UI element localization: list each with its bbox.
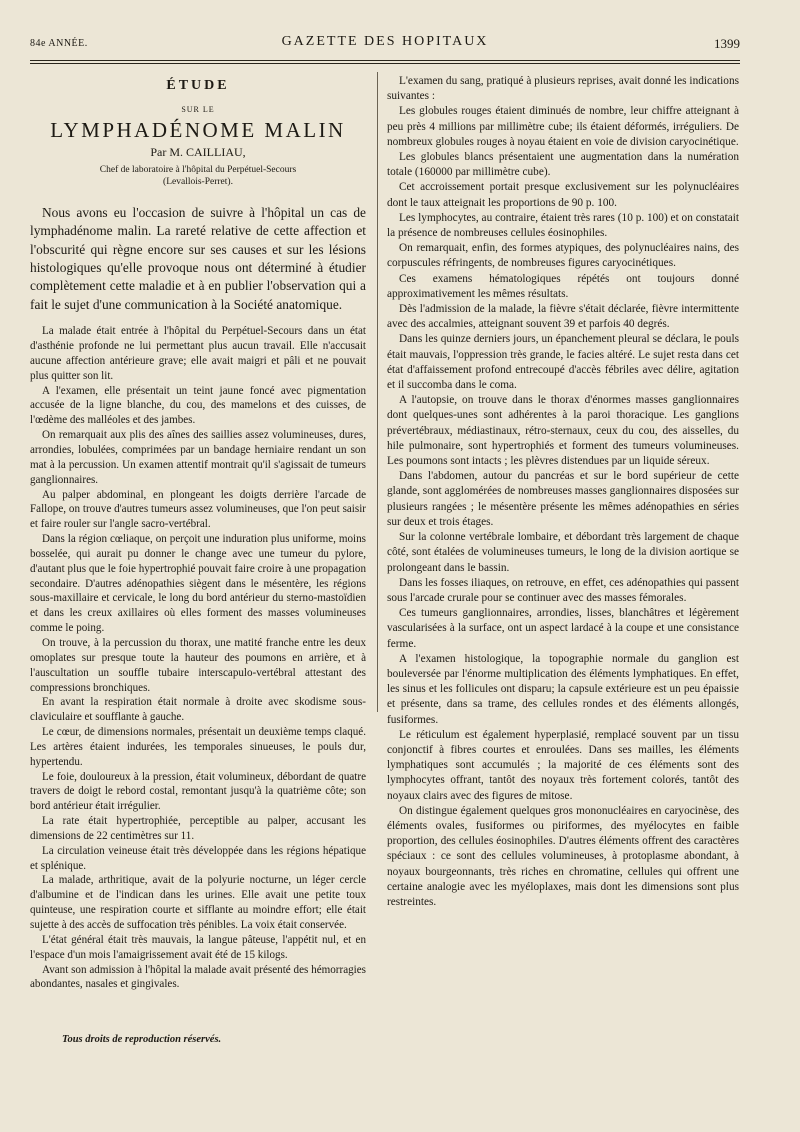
paragraph: Sur la colonne vertébrale lombaire, et débordant très largement de chaque côté, sont étalées de volumineuses tumeurs, le long de la division aortique se prolongeant dans le bassin.	[387, 531, 739, 574]
paragraph: Le foie, douloureux à la pression, était volumineux, débordant de quatre travers de doigt le rebord costal, remontant jusqu'à la quatrième côte; son bord antérieur était irrégulier.	[30, 770, 366, 813]
paragraph: La malade était entrée à l'hôpital du Perpétuel-Secours dans un état d'asthénie profonde ne lui permettant plus aucun travail. Elle n'accusait aucune affection antérieure grave; elle avait maigri et pâli et ne pouvait plus quitter son lit.	[30, 325, 366, 382]
paragraph: On trouve, à la percussion du thorax, une matité franche entre les deux omoplates sur presque toute la hauteur des poumons en arrière, et à l'auscultation un souffle tubaire interscapulo-vertébral attestant des compressions bronchiques.	[30, 636, 366, 694]
author-affiliation	[30, 164, 366, 188]
affiliation-line-1: Chef de laboratoire à l'hôpital du Perpétuel-Secours	[99, 164, 297, 175]
paragraph: Dès l'admission de la malade, la fièvre s'était déclarée, fièvre intermittente avec des accalmies, atteignant souvent 39 et parfois 40 degrés.	[387, 303, 739, 331]
column-divider	[377, 72, 378, 712]
paragraph: A l'autopsie, on trouve dans le thorax d'énormes masses ganglionnaires dont quelques-unes sont adhérentes à la paroi thoracique. Les ganglions prévertébraux, médiastinaux, rétro-sternaux, ceux du cou, des aisselles, du hile pulmonaire, sont hypertrophiés et forment des tumeurs volumineuses. Les poumons sont intacts ; les plèvres distendues par un liquide séreux.	[387, 394, 739, 468]
paragraph: Dans les quinze derniers jours, un épanchement pleural se déclara, le pouls était mauvais, l'oppression très grande, le facies altéré. Le sujet resta dans cet état d'affaissement profond entrecoupé d'accès fébriles avec délire, agitation et il succomba dans le coma.	[387, 333, 739, 392]
paragraph: La malade, arthritique, avait de la polyurie nocturne, un léger cercle d'albumine et de l'indican dans les urines. Elle avait une petite toux quinteuse, une respiration courte et sifflante au moindre effort; elle était sujette à des accès de suffocation très pénibles. La voix était conservée.	[30, 874, 366, 931]
paragraph: Dans la région cœliaque, on perçoit une induration plus uniforme, moins bosselée, qui aurait pu donner le change avec une tumeur du pylore, d'autant plus que le foie hypertrophié pouvait faire croire à une propagation secondaire. D'autres adénopathies siègent dans le mésentère, les régions sous-maxillaire et cervicale, le long du bord antérieur du sterno-mastoïdien et dans les creux axillaires où elles forment des masses volumineuses comme le poing.	[30, 533, 366, 635]
article-intro: Nous avons eu l'occasion de suivre à l'hôpital un cas de lymphadénome malin. La rareté relative de cette affection et l'obscurité qui règne encore sur ses causes et sur les lésions histologiques qu'elle provoque nous ont déterminé à étudier complètement cette maladie et à en publier l'observation qui a fait le sujet d'une communication à la Société anatomique.	[30, 204, 366, 312]
rights-notice: Tous droits de reproduction réservés.	[62, 1034, 222, 1045]
paragraph: A l'examen, elle présentait un teint jaune foncé avec pigmentation accusée de la ligne blanche, du cou, des mamelons et des cuisses, de l'œdème des malléoles et des jambes.	[30, 384, 366, 427]
paragraph: Avant son admission à l'hôpital la malade avait présenté des hémorragies abondantes, nasales et gingivales.	[30, 963, 366, 991]
paragraph: Le cœur, de dimensions normales, présentait un deuxième temps claqué. Les artères étaient indurées, les temporales sinueuses, le pouls dur, hypertendu.	[30, 726, 366, 768]
paragraph: Les globules blancs présentaient une augmentation dans la numération totale (160000 par millimètre cube).	[387, 151, 739, 179]
header-rule-thick	[30, 60, 740, 61]
paragraph: On remarquait, enfin, des formes atypiques, des polynucléaires nains, des corpuscules réfringents, de nombreuses figures caryocinétiques.	[387, 242, 739, 270]
paragraph: L'état général était très mauvais, la langue pâteuse, l'appétit nul, et en l'espace d'un mois l'amaigrissement avait été de 15 kilogs.	[30, 933, 366, 961]
journal-title: GAZETTE DES HOPITAUX	[281, 34, 489, 49]
header-rule-thin	[30, 63, 740, 64]
article-heading: ÉTUDE	[166, 78, 230, 93]
paragraph: La circulation veineuse était très développée dans les régions hépatique et splénique.	[30, 844, 366, 872]
paragraph: L'examen du sang, pratiqué à plusieurs reprises, avait donné les indications suivantes :	[387, 75, 739, 103]
article-title: LYMPHADÉNOME MALIN	[50, 118, 346, 143]
paragraph: Cet accroissement portait presque exclusivement sur les polynucléaires dont le taux atteignait les proportions de 90 p. 100.	[387, 181, 739, 209]
page-number: 1399	[714, 36, 740, 51]
paragraph: A l'examen histologique, la topographie normale du ganglion est bouleversée par l'énorme multiplication des éléments lymphatiques. En effet, les sinus et les follicules ont disparu; la capsule extérieure est un peu épaissie et présente, dans sa trame, des cellules rondes et des éléments allongés, fusiformes.	[387, 652, 739, 726]
year-label: 84e ANNÉE.	[30, 38, 88, 49]
right-column	[387, 74, 739, 910]
paragraph: En avant la respiration était normale à droite avec skodisme sous-claviculaire et soufflante à gauche.	[30, 696, 366, 724]
paragraph: On distingue également quelques gros mononucléaires en caryocinèse, des éléments ovales, fusiformes ou piriformes, des myélocytes en faible proportion, des cellules éosinophiles. D'autres éléments offrent des caractères spéciaux : ce sont des cellules volumineuses, à protoplasme abondant, à noyaux bourgeonnants, très riches en chromatine, cellules qui offrent une certaine analogie avec les myéloplaxes, mais dont les dimensions sont plus restreintes.	[387, 804, 739, 908]
paragraph: Dans l'abdomen, autour du pancréas et sur le bord supérieur de cette glande, sont agglomérées de nombreuses masses ganglionnaires disposées sur plusieurs rangées ; le mésentère présente les mêmes adénopathies en séries sur deux et trois étages.	[387, 470, 739, 528]
paragraph: Au palper abdominal, en plongeant les doigts derrière l'arcade de Fallope, on trouve d'autres tumeurs assez volumineuses, que l'on peut saisir et faire rouler sur l'angle sacro-vertébral.	[30, 488, 366, 531]
paragraph: On remarquait aux plis des aînes des saillies assez volumineuses, dures, arrondies, lobulées, comprimées par un bandage herniaire rendant un son mat à la percussion. Un examen attentif montrait qu'il s'agissait de tumeurs ganglionnaires.	[30, 429, 366, 486]
article-author: Par M. CAILLIAU,	[150, 144, 246, 159]
paragraph: Les globules rouges étaient diminués de nombre, leur chiffre atteignant à peu près 4 millions par millimètre cube; ils étaient déformés, irréguliers. De nombreux globules rouges à noyau étaient en voie de division caryocinétique.	[387, 105, 739, 148]
left-column	[30, 74, 366, 992]
paragraph: Les lymphocytes, au contraire, étaient très rares (10 p. 100) et on constatait la présence de nombreuses cellules éosinophiles.	[387, 211, 739, 240]
paragraph: Ces examens hématologiques répétés ont toujours donné approximativement les mêmes résultats.	[387, 272, 739, 300]
article-subheading: SUR LE	[181, 105, 215, 115]
paragraph: Le réticulum est également hyperplasié, remplacé souvent par un tissu conjonctif à fibres courtes et enroulées. Dans ses mailles, les éléments lymphatiques sont accumulés ; la majorité de ces éléments sont des lymphocytes offrant, tantôt des noyaux très fortement colorés, tantôt des noyaux clairs avec des figures de mitose.	[387, 728, 739, 802]
affiliation-line-2: (Levallois-Perret).	[163, 176, 233, 187]
page-header	[30, 34, 740, 58]
paragraph: Ces tumeurs ganglionnaires, arrondies, lisses, blanchâtres et légèrement vascularisées à la surface, ont un aspect lardacé à la coupe et une consistance ferme.	[387, 607, 739, 650]
paragraph: La rate était hypertrophiée, perceptible au palper, accusant les dimensions de 22 centimètres sur 11.	[30, 815, 366, 842]
paragraph: Dans les fosses iliaques, on retrouve, en effet, ces adénopathies qui passent sous l'arcade crurale pour se continuer avec des masses fémorales.	[387, 576, 739, 604]
